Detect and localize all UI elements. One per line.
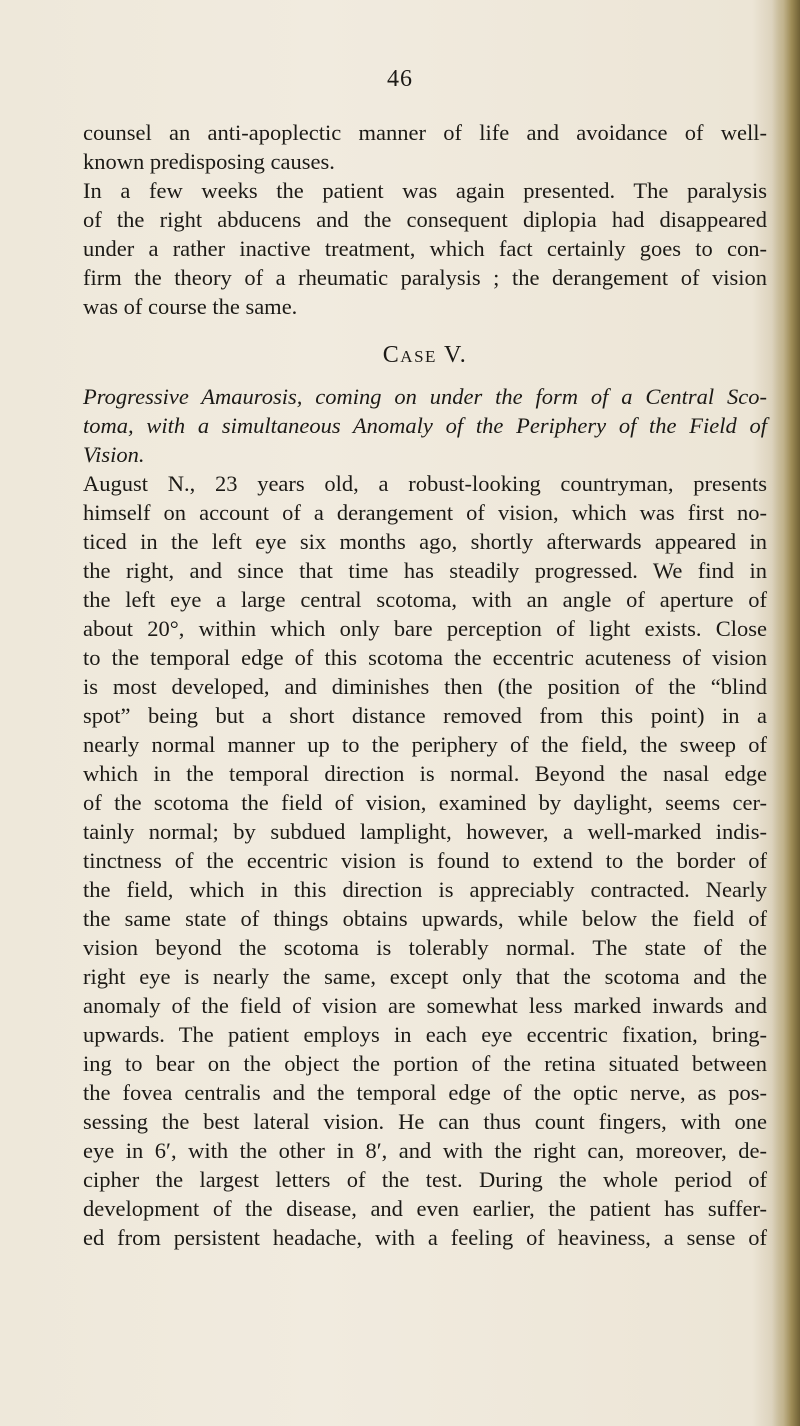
text-line: of the scotoma the field of vision, examined by daylight, seems cer- (83, 790, 767, 815)
text-line: anomaly of the field of vision are somewhat less marked inwards and (83, 993, 767, 1018)
text-line: ing to bear on the object the portion of the retina situated between (83, 1051, 767, 1076)
text-line: In a few weeks the patient was again presented. The paralysis (83, 178, 767, 203)
text-line: to the temporal edge of this scotoma the eccentric acuteness of vision (83, 645, 767, 670)
text-line: is most developed, and diminishes then (the position of the “blind (83, 674, 767, 699)
text-line: right eye is nearly the same, except only that the scotoma and the (83, 964, 767, 989)
case-subtitle (83, 382, 767, 469)
text-line: Progressive Amaurosis, coming on under the form of a Central Sco- (83, 384, 767, 409)
text-line: firm the theory of a rheumatic paralysis ; the derangement of vision (83, 265, 767, 290)
case-paragraph (83, 469, 767, 1252)
text-line: about 20°, within which only bare perception of light exists. Close (83, 616, 767, 641)
text-line: tinctness of the eccentric vision is found to extend to the border of (83, 848, 767, 873)
text-line: nearly normal manner up to the periphery of the field, the sweep of (83, 732, 767, 757)
page-number: 46 (387, 66, 413, 92)
text-line: ticed in the left eye six months ago, shortly afterwards appeared in (83, 529, 767, 554)
case-heading: Case V. (382, 342, 468, 368)
text-line: of the right abducens and the consequent diplopia had disappeared (83, 207, 767, 232)
page-edge-shadow (772, 0, 800, 1426)
intro-paragraphs (83, 118, 767, 321)
text-line: under a rather inactive treatment, which fact certainly goes to con- (83, 236, 767, 261)
text-line: which in the temporal direction is normal. Beyond the nasal edge (83, 761, 767, 786)
text-line: spot” being but a short distance removed from this point) in a (83, 703, 767, 728)
text-line: the fovea centralis and the temporal edge of the optic nerve, as pos- (83, 1080, 767, 1105)
text-line: the left eye a large central scotoma, with an angle of aperture of (83, 587, 767, 612)
text-line: known predisposing causes. (83, 149, 335, 174)
text-line: Vision. (83, 442, 145, 467)
text-line: was of course the same. (83, 294, 298, 319)
text-line: toma, with a simultaneous Anomaly of the Periphery of the Field of (83, 413, 767, 438)
text-line: himself on account of a derangement of vision, which was first no- (83, 500, 767, 525)
text-line: the field, which in this direction is appreciably contracted. Nearly (83, 877, 767, 902)
text-line: counsel an anti-apoplectic manner of life and avoidance of well- (83, 120, 767, 145)
text-line: upwards. The patient employs in each eye eccentric fixation, bring- (83, 1022, 767, 1047)
text-line: tainly normal; by subdued lamplight, however, a well-marked indis- (83, 819, 767, 844)
text-line: vision beyond the scotoma is tolerably normal. The state of the (83, 935, 767, 960)
text-line: ed from persistent headache, with a feeling of heaviness, a sense of (83, 1225, 767, 1250)
text-line: the same state of things obtains upwards, while below the field of (83, 906, 767, 931)
text-line: sessing the best lateral vision. He can thus count fingers, with one (83, 1109, 767, 1134)
text-line: August N., 23 years old, a robust-looking countryman, presents (83, 471, 767, 496)
text-line: eye in 6′, with the other in 8′, and with the right can, moreover, de- (83, 1138, 767, 1163)
text-line: cipher the largest letters of the test. During the whole period of (83, 1167, 767, 1192)
text-line: development of the disease, and even earlier, the patient has suffer- (83, 1196, 767, 1221)
page-body (83, 118, 767, 1252)
text-line: the right, and since that time has steadily progressed. We find in (83, 558, 767, 583)
